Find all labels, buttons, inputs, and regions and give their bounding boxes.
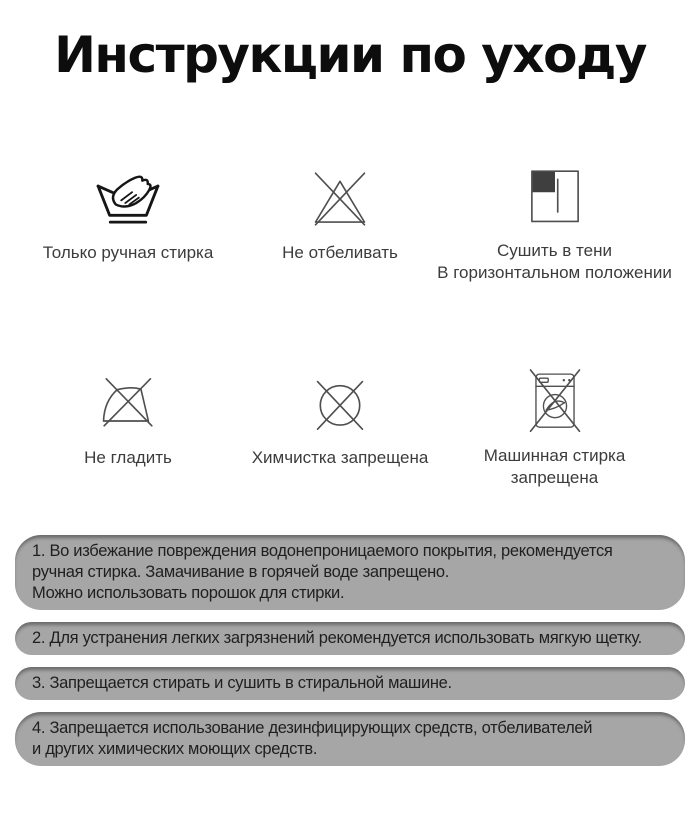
symbol-label: Машинная стирка — [483, 446, 626, 465]
symbol-label: Только ручная стирка — [42, 243, 214, 262]
care-symbol-no-iron — [18, 370, 238, 469]
instruction-box-2 — [15, 622, 685, 655]
symbol-label: Не гладить — [84, 448, 172, 467]
page-title: Инструкции по уходу — [54, 26, 646, 84]
instruction-line: 3. Запрещается стирать и сушить в стиральной машине. — [32, 674, 452, 692]
instruction-box-1 — [15, 535, 685, 610]
care-symbol-dry-in-shade — [412, 163, 697, 284]
symbol-label: запрещена — [510, 468, 599, 487]
care-symbol-no-dry-clean — [240, 370, 440, 469]
dry-in-shade-flat-icon — [521, 163, 589, 231]
instruction-line: 1. Во избежание повреждения водонепроницаемого покрытия, рекомендуется — [32, 542, 613, 560]
instruction-line: 4. Запрещается использование дезинфицирующих средств, отбеливателей — [32, 719, 593, 737]
symbol-label: Химчистка запрещена — [251, 448, 429, 467]
instruction-line: и других химических моющих средств. — [32, 740, 318, 758]
hand-wash-icon — [94, 165, 162, 233]
symbol-label: В горизонтальном положении — [437, 263, 672, 282]
instruction-line: ручная стирка. Замачивание в горячей воде запрещено. — [32, 563, 450, 581]
instruction-box-3 — [15, 667, 685, 700]
symbol-label: Сушить в тени — [497, 241, 612, 260]
care-symbol-no-bleach — [240, 165, 440, 264]
no-bleach-icon — [306, 165, 374, 233]
instruction-line: 2. Для устранения легких загрязнений рекомендуется использовать мягкую щетку. — [32, 629, 642, 647]
instruction-box-4 — [15, 712, 685, 766]
no-iron-icon — [94, 370, 162, 438]
no-machine-wash-icon — [521, 368, 589, 436]
no-dry-clean-icon — [306, 370, 374, 438]
symbol-label: Не отбеливать — [282, 243, 398, 262]
instruction-line: Можно использовать порошок для стирки. — [32, 584, 345, 602]
instructions-list — [15, 535, 685, 778]
care-symbol-no-machine-wash — [412, 368, 697, 489]
care-symbol-hand-wash — [18, 165, 238, 264]
